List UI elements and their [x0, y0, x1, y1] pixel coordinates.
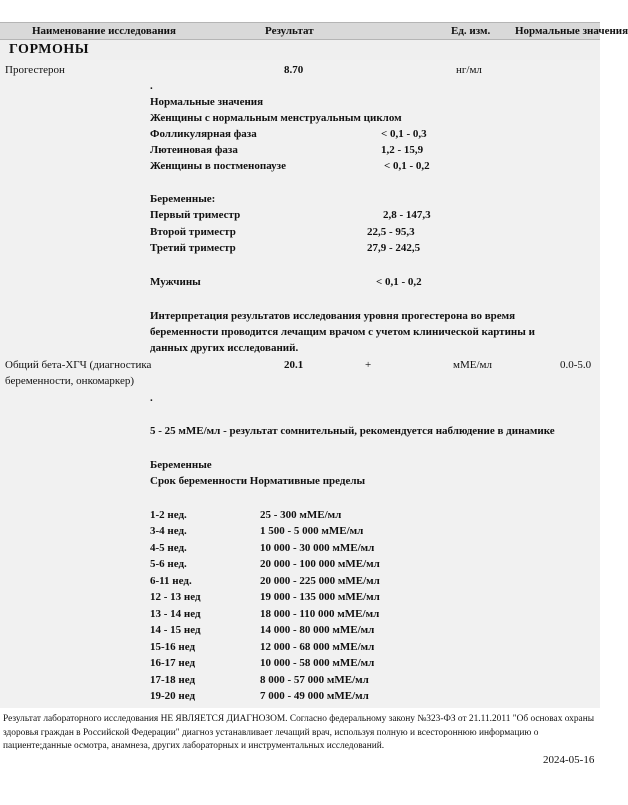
week-range: 18 000 - 110 000 мМЕ/мл: [260, 608, 380, 620]
week-term: 12 - 13 нед: [150, 591, 201, 603]
norm-title: Нормальные значения: [150, 96, 264, 108]
footer-line: Результат лабораторного исследования НЕ ЯВЛЯЕТСЯ ДИАГНОЗОМ. Согласно федеральному закону №323-ФЗ от 21.11.2011 "Об основах охраны: [3, 714, 595, 724]
week-range: 8 000 - 57 000 мМЕ/мл: [260, 674, 369, 686]
week-term: 5-6 нед.: [150, 558, 187, 570]
week-range: 10 000 - 30 000 мМЕ/мл: [260, 542, 375, 554]
result-hcg: 20.1: [284, 359, 304, 371]
trimester-label: Второй триместр: [150, 226, 236, 238]
week-range: 25 - 300 мМЕ/мл: [260, 509, 342, 521]
trimester-value: 2,8 - 147,3: [383, 209, 431, 221]
week-term: 1-2 нед.: [150, 509, 187, 521]
range-value: < 0,1 - 0,3: [381, 128, 427, 140]
section-title: ГОРМОНЫ: [9, 42, 89, 57]
women-cycle: Женщины с нормальным менструальным циклом: [150, 112, 402, 124]
week-term: 13 - 14 нед: [150, 608, 201, 620]
week-range: 1 500 - 5 000 мМЕ/мл: [260, 525, 364, 537]
range-value: 1,2 - 15,9: [381, 144, 424, 156]
range-label: Фолликулярная фаза: [150, 128, 257, 140]
range-value: < 0,1 - 0,2: [384, 160, 430, 172]
week-term: 17-18 нед: [150, 674, 196, 686]
interpretation-line: беременности проводится лечащим врачом с учетом клинической картины и: [150, 326, 535, 338]
men-value: < 0,1 - 0,2: [376, 276, 422, 288]
unit-hcg: мМЕ/мл: [453, 359, 492, 371]
header-result: Результат: [265, 25, 314, 37]
men-label: Мужчины: [150, 276, 201, 288]
test-name-hcg: Общий бета-ХГЧ (диагностика: [5, 359, 152, 371]
trimester-value: 27,9 - 242,5: [367, 242, 421, 254]
test-name-progesterone: Прогестерон: [5, 64, 65, 76]
flag-hcg: +: [365, 359, 372, 371]
interpretation-line: данных других исследований.: [150, 342, 299, 354]
section-hormones: [0, 40, 600, 60]
week-term: 19-20 нед: [150, 690, 196, 702]
footer-line: здоровья граждан в Российской Федерации" диагноз устанавливает лечащий врач, используя полную и всестороннюю информацию о: [3, 727, 539, 738]
report-date: 2024-05-16: [543, 754, 595, 766]
unit-progesterone: нг/мл: [456, 64, 482, 76]
week-term: 16-17 нед: [150, 657, 196, 669]
hcg-pregnant-title: Беременные: [150, 459, 212, 471]
norm-hcg: 0.0-5.0: [560, 359, 592, 371]
trimester-value: 22,5 - 95,3: [367, 226, 415, 238]
week-range: 7 000 - 49 000 мМЕ/мл: [260, 690, 369, 702]
week-term: 3-4 нед.: [150, 525, 187, 537]
week-range: 14 000 - 80 000 мМЕ/мл: [260, 624, 375, 636]
pregnant-title: Беременные:: [150, 193, 216, 205]
test-name-hcg-cont: беременности, онкомаркер): [5, 375, 135, 387]
week-term: 6-11 нед.: [150, 575, 192, 587]
hcg-dot: .: [150, 392, 153, 404]
hcg-doubtful-note: 5 - 25 мМЕ/мл - результат сомнительный, рекомендуется наблюдение в динамике: [150, 425, 555, 437]
week-term: 4-5 нед.: [150, 542, 187, 554]
week-range: 12 000 - 68 000 мМЕ/мл: [260, 641, 375, 653]
week-range: 10 000 - 58 000 мМЕ/мл: [260, 657, 375, 669]
range-label: Лютеиновая фаза: [150, 144, 238, 156]
header-norm: Нормальные значения: [515, 25, 628, 37]
range-label: Женщины в постменопаузе: [150, 160, 286, 172]
interpretation-line: Интерпретация результатов исследования уровня прогестерона во время: [150, 310, 516, 322]
result-progesterone: 8.70: [284, 64, 304, 76]
week-range: 19 000 - 135 000 мМЕ/мл: [260, 591, 380, 603]
header-unit: Ед. изм.: [451, 25, 491, 37]
header-name: Наименование исследования: [32, 25, 176, 37]
week-term: 14 - 15 нед: [150, 624, 201, 636]
trimester-label: Третий триместр: [150, 242, 236, 254]
trimester-label: Первый триместр: [150, 209, 241, 221]
hcg-table-header: Срок беременности Нормативные пределы: [150, 475, 366, 487]
footer-line: пациенте;данные осмотра, анамнеза, других лабораторных и инструментальных исследований.: [3, 741, 385, 751]
week-range: 20 000 - 100 000 мМЕ/мл: [260, 558, 380, 570]
week-range: 20 000 - 225 000 мМЕ/мл: [260, 575, 380, 587]
footer-disclaimer: [3, 713, 603, 754]
week-term: 15-16 нед: [150, 641, 196, 653]
progesterone-dot: .: [150, 80, 153, 92]
